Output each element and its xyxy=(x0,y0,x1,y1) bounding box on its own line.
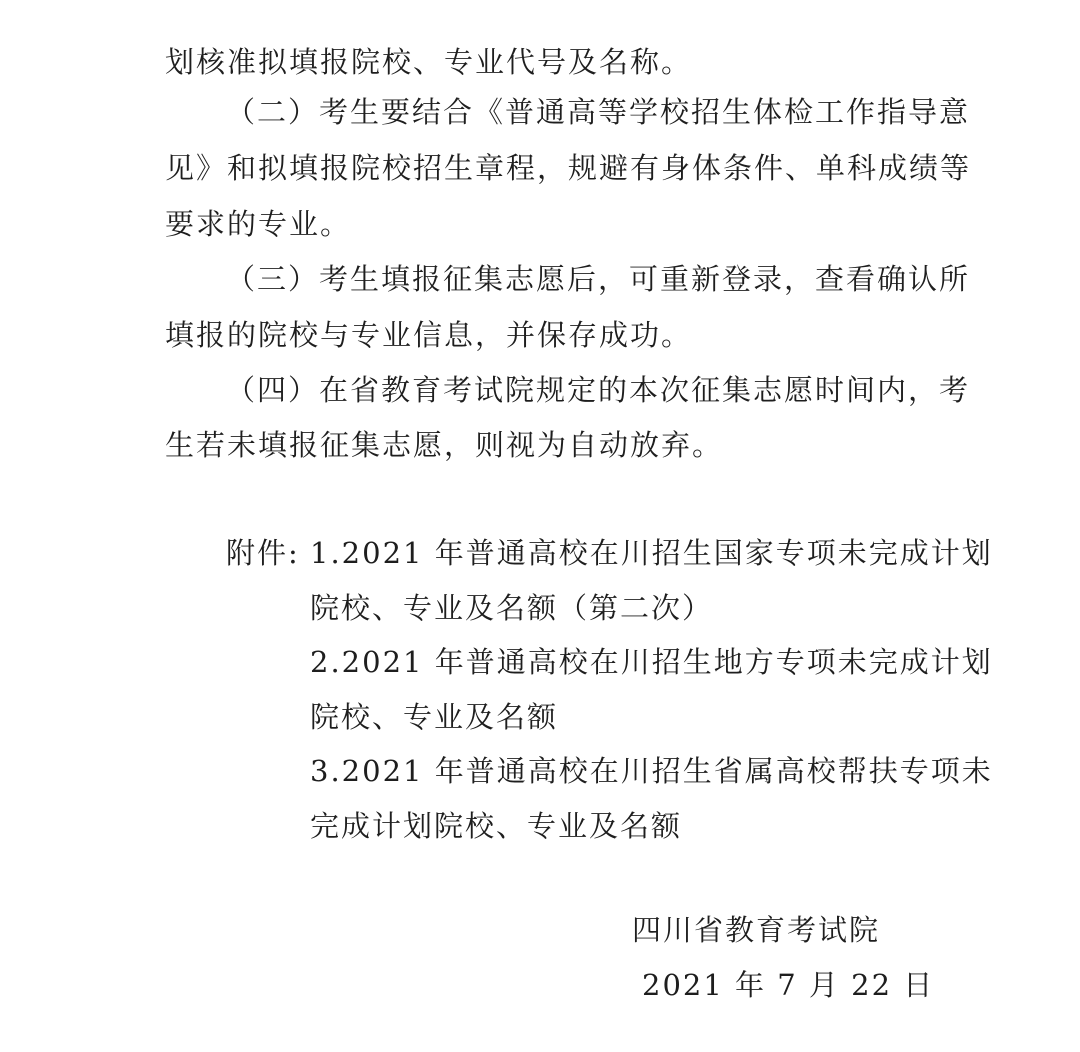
attachment-item-1-line-2: 院校、专业及名额（第二次） xyxy=(310,591,714,625)
paragraph-2-line-1: （二）考生要结合《普通高等学校招生体检工作指导意 xyxy=(226,95,971,129)
attachment-item-2-line-2: 院校、专业及名额 xyxy=(310,700,559,734)
paragraph-3-line-1: （三）考生填报征集志愿后，可重新登录，查看确认所 xyxy=(226,262,971,296)
attachment-item-3-line-1: 3.2021 年普通高校在川招生省属高校帮扶专项未 xyxy=(310,754,993,788)
paragraph-2-line-3: 要求的专业。 xyxy=(165,207,352,241)
attachments-label: 附件: xyxy=(226,536,300,570)
attachment-item-2-line-1: 2.2021 年普通高校在川招生地方专项未完成计划 xyxy=(310,645,993,679)
signature-organization: 四川省教育考试院 xyxy=(632,913,881,947)
paragraph-4-line-2: 生若未填报征集志愿，则视为自动放弃。 xyxy=(165,428,724,462)
paragraph-2-line-2: 见》和拟填报院校招生章程，规避有身体条件、单科成绩等 xyxy=(165,151,972,185)
paragraph-3-line-2: 填报的院校与专业信息，并保存成功。 xyxy=(165,318,693,352)
signature-date: 2021 年 7 月 22 日 xyxy=(642,968,935,1002)
paragraph-4-line-1: （四）在省教育考试院规定的本次征集志愿时间内，考 xyxy=(226,373,971,407)
attachment-item-3-line-2: 完成计划院校、专业及名额 xyxy=(310,809,683,843)
attachment-item-1-line-1: 1.2021 年普通高校在川招生国家专项未完成计划 xyxy=(310,536,993,570)
body-line: 划核准拟填报院校、专业代号及名称。 xyxy=(165,45,693,79)
